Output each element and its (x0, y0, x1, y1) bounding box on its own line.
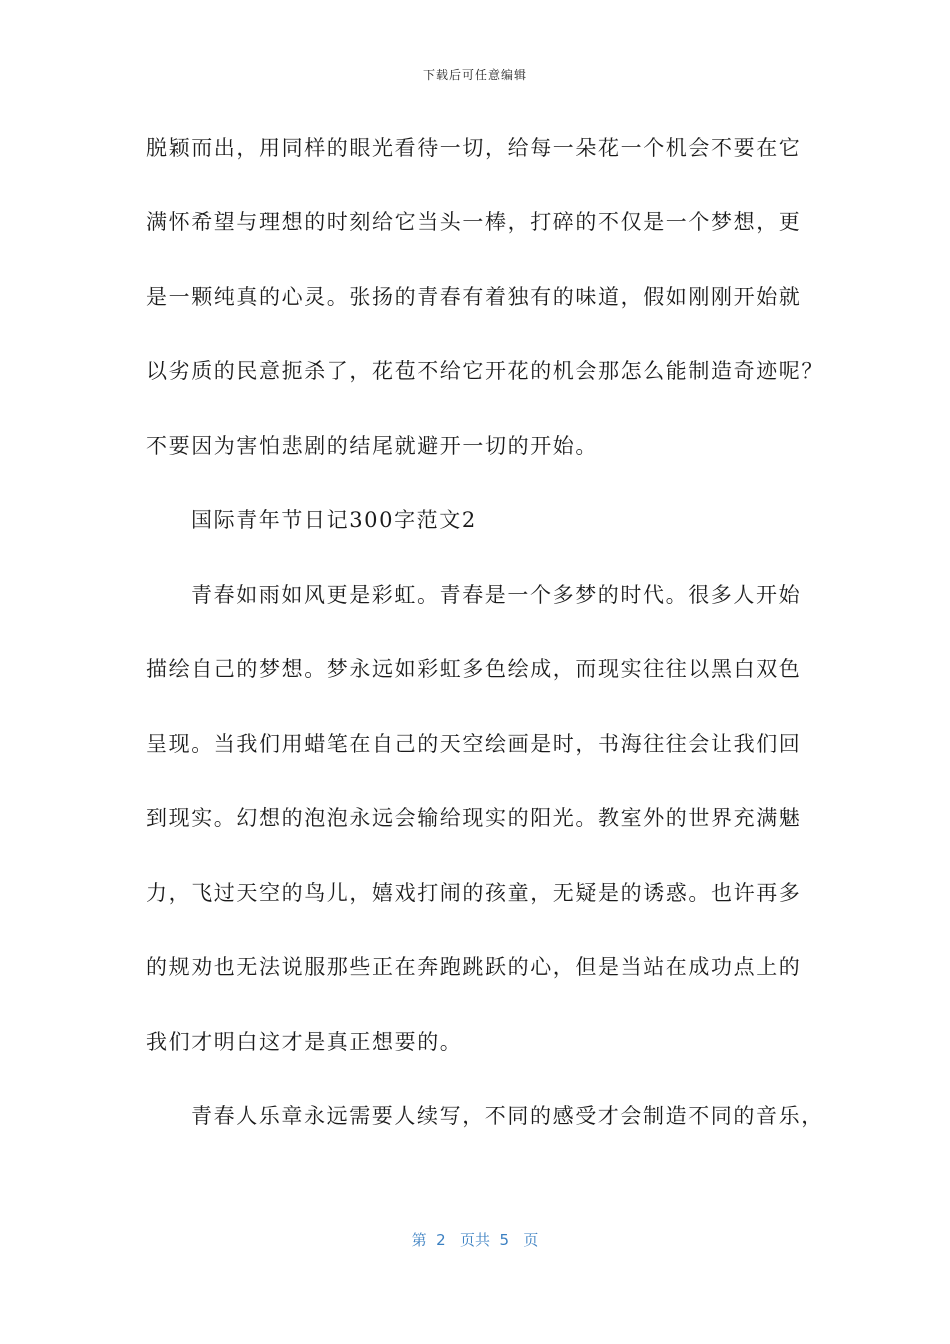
section-heading: 国际青年节日记300字范文2 (191, 508, 477, 532)
body-line: 以劣质的民意扼杀了，花苞不给它开花的机会那怎么能制造奇迹呢？ (146, 359, 824, 383)
body-line: 的规劝也无法说服那些正在奔跑跳跃的心，但是当站在成功点上的 (146, 955, 802, 979)
body-line: 青春人乐章永远需要人续写，不同的感受才会制造不同的音乐， (191, 1104, 824, 1128)
body-line: 描绘自己的梦想。梦永远如彩虹多色绘成，而现实往往以黑白双色 (146, 657, 802, 681)
header-note: 下载后可任意编辑 (422, 68, 527, 82)
body-line: 满怀希望与理想的时刻给它当头一棒，打碎的不仅是一个梦想，更 (146, 210, 802, 234)
body-line: 力，飞过天空的鸟儿，嬉戏打闹的孩童，无疑是的诱惑。也许再多 (146, 881, 802, 905)
body-line: 我们才明白这才是真正想要的。 (146, 1030, 463, 1054)
body-line: 脱颖而出，用同样的眼光看待一切，给每一朵花一个机会不要在它 (146, 136, 802, 160)
body-line: 到现实。幻想的泡泡永远会输给现实的阳光。教室外的世界充满魅 (146, 806, 802, 830)
body-line: 是一颗纯真的心灵。张扬的青春有着独有的味道，假如刚刚开始就 (146, 285, 802, 309)
body-line: 青春如雨如风更是彩虹。青春是一个多梦的时代。很多人开始 (191, 583, 802, 607)
page-footer: 第 2 页共 5 页 (411, 1231, 539, 1249)
body-line: 呈现。当我们用蜡笔在自己的天空绘画是时，书海往往会让我们回 (146, 732, 802, 756)
body-line: 不要因为害怕悲剧的结尾就避开一切的开始。 (146, 434, 598, 458)
